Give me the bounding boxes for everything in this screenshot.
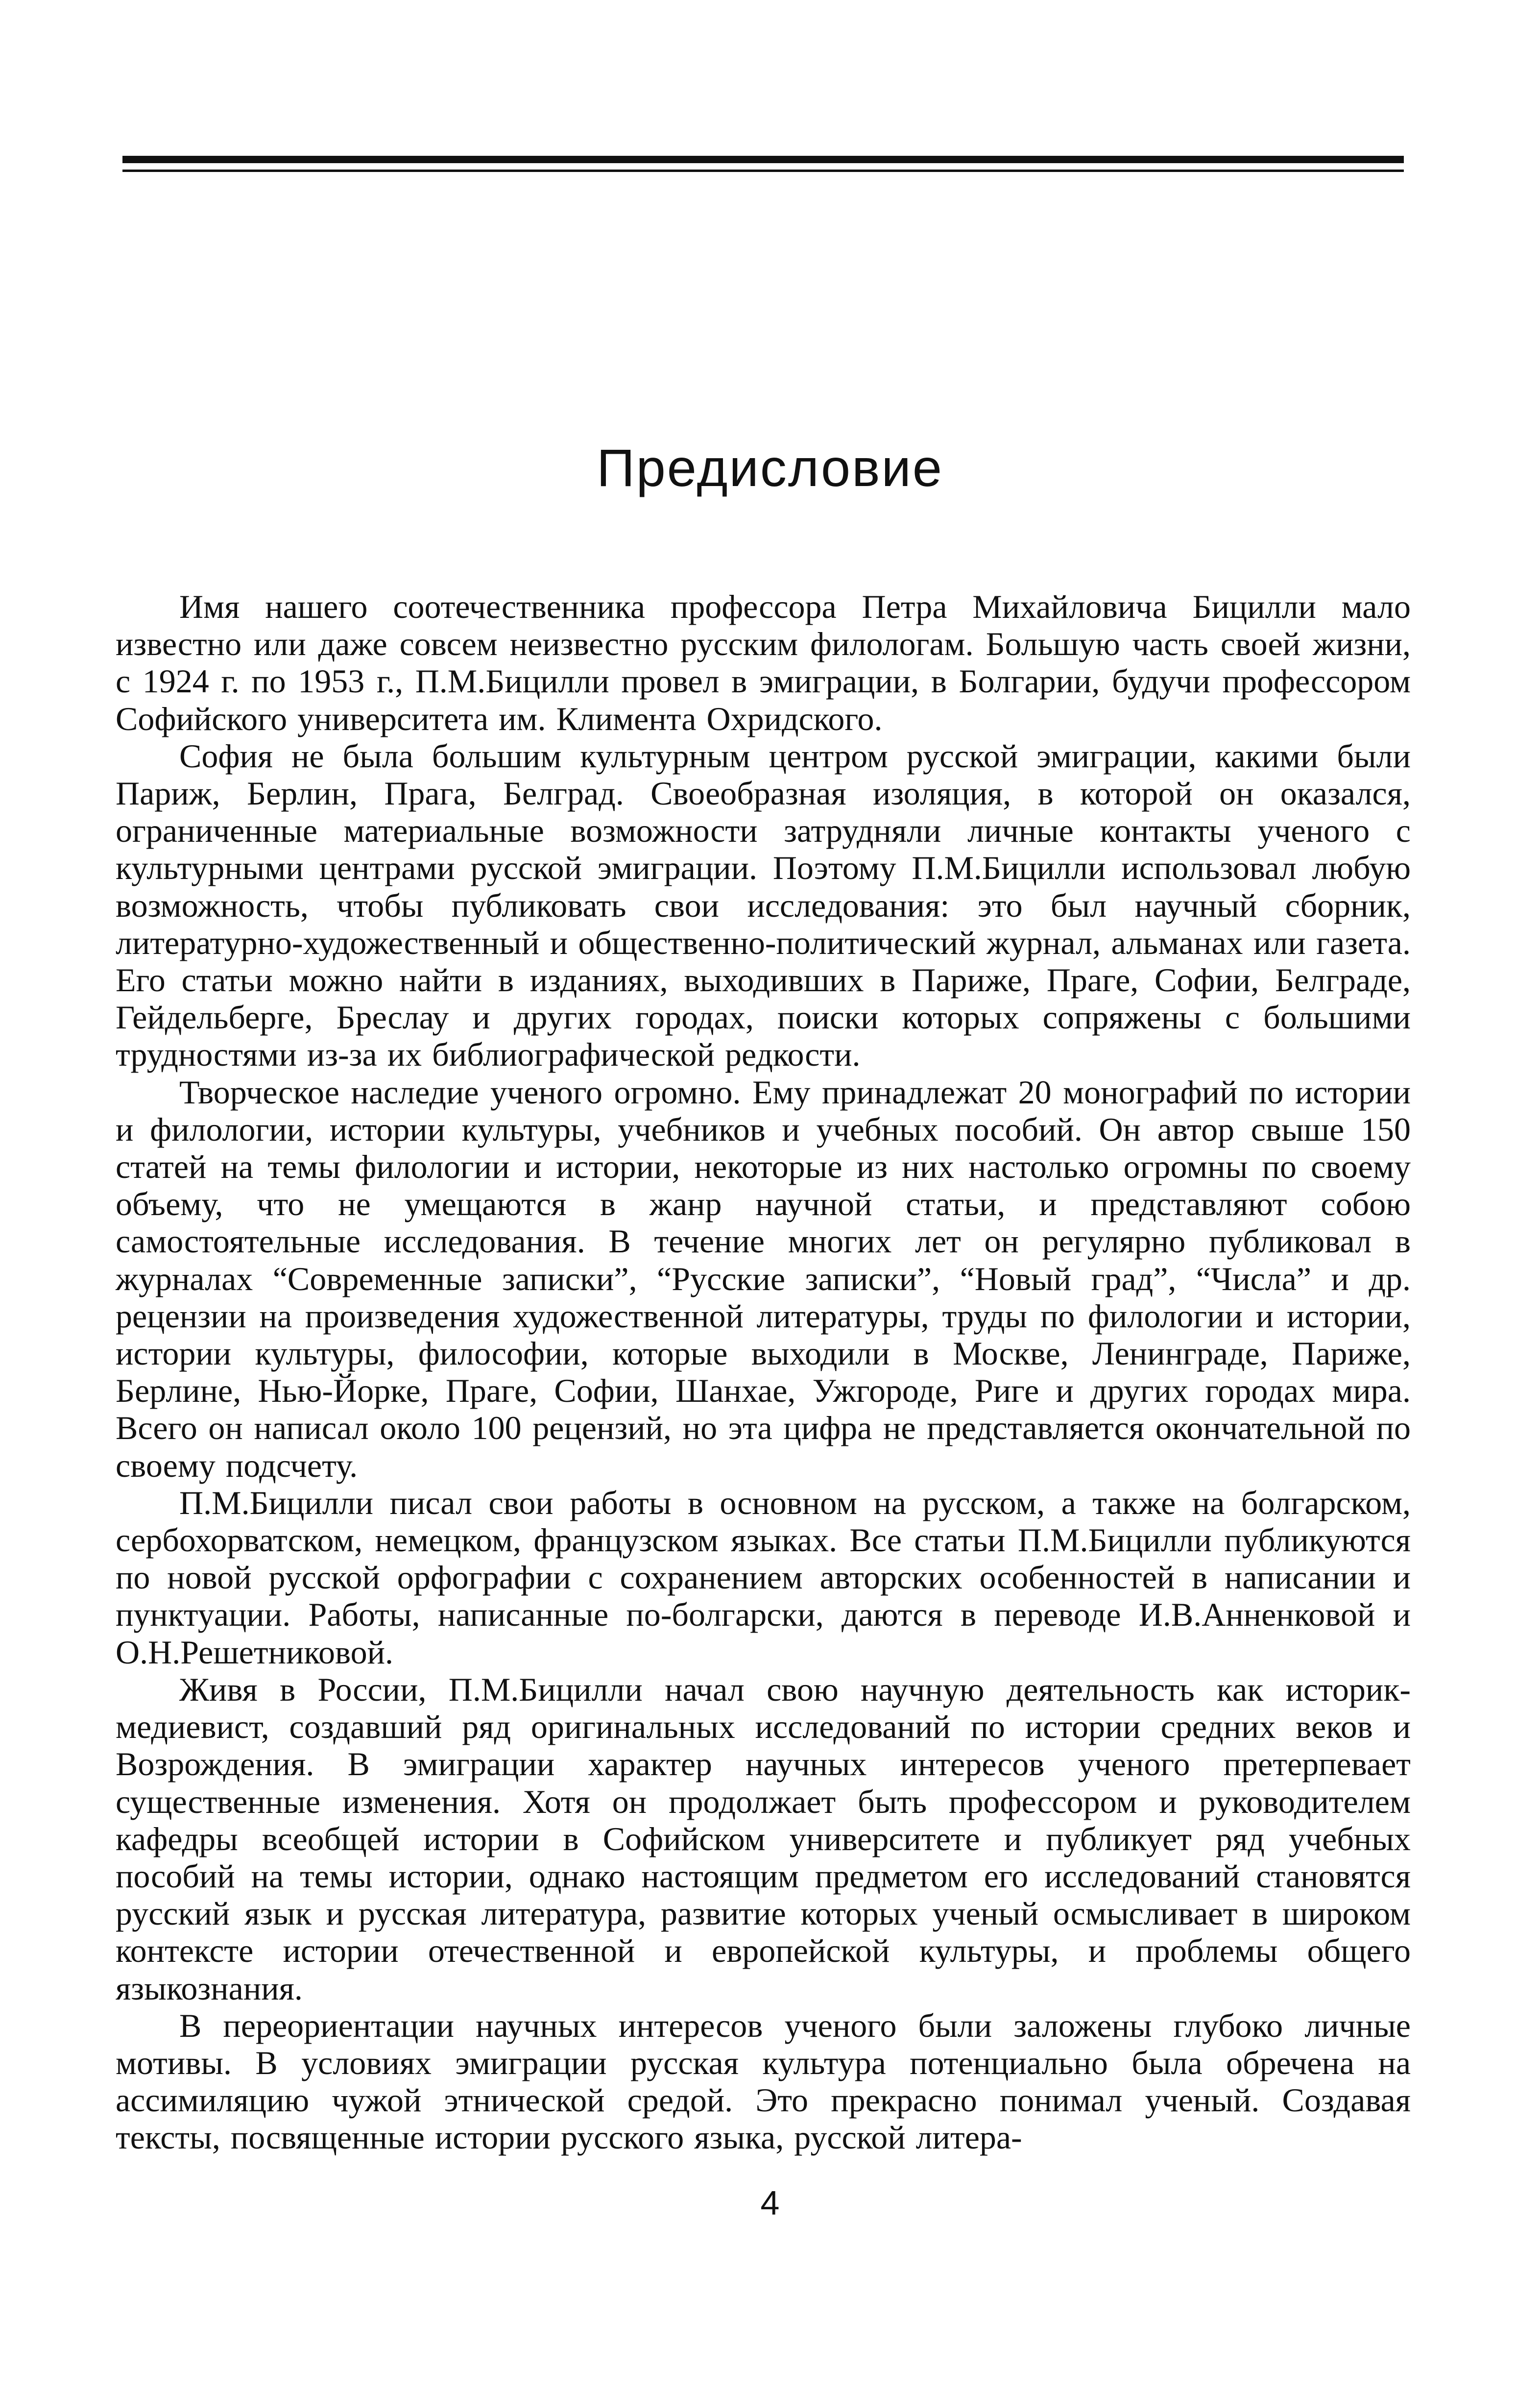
header-rule-thick	[122, 156, 1404, 163]
paragraph: Творческое наследие ученого огромно. Ему принадлежат 20 монографий по истории и филологии, истории культуры, учебников и учебных пособий. Он автор свыше 150 статей на темы филологии и истории, некоторые из них настолько огромны по своему объему, что не умещаются в жанр научной статьи, и представляют собою самостоятельные исследования. В течение многих лет он регулярно публиковал в журналах “Современные записки”, “Русские записки”, “Новый град”, “Числа” и др. рецензии на произведения художественной литературы, труды по филологии и истории, истории культуры, философии, которые выходили в Москве, Ленинграде, Париже, Берлине, Нью-Йорке, Праге, Софии, Шанхае, Ужгороде, Риге и других городах мира. Всего он написал около 100 рецензий, но эта цифра не представляется окончательной по своему подсчету.	[116, 1073, 1411, 1484]
paragraph: В переориентации научных интересов ученого были заложены глубоко личные мотивы. В условиях эмиграции русская культура потенциально была обречена на ассимиляцию чужой этнической средой. Это прекрасно понимал ученый. Создавая тексты, посвященные истории русского языка, русской литера-	[116, 2006, 1411, 2156]
paragraph: П.М.Бицилли писал свои работы в основном на русском, а также на болгарском, сербохорватском, немецком, французском языках. Все статьи П.М.Бицилли публикуются по новой русской орфографии с сохранением авторских особенностей в написании и пунктуации. Работы, написанные по-болгарски, даются в переводе И.В.Анненковой и О.Н.Решетниковой.	[116, 1484, 1411, 1671]
header-rule-thin	[122, 170, 1404, 172]
body-text	[116, 588, 1411, 2156]
page-number: 4	[760, 2184, 780, 2222]
paragraph: Живя в России, П.М.Бицилли начал свою научную деятельность как историк-медиевист, создавший ряд оригинальных исследований по истории средних веков и Возрождения. В эмиграции характер научных интересов ученого претерпевает существенные изменения. Хотя он продолжает быть профессором и руководителем кафедры всеобщей истории в Софийском университете и публикует ряд учебных пособий на темы истории, однако настоящим предметом его исследований становятся русский язык и русская литература, развитие которых ученый осмысливает в широком контексте истории отечественной и европейской культуры, и проблемы общего языкознания.	[116, 1670, 1411, 2007]
page-title: Предисловие	[597, 438, 943, 498]
paragraph: София не была большим культурным центром русской эмиграции, какими были Париж, Берлин, Прага, Белград. Своеобразная изоляция, в которой он оказался, ограниченные материальные возможности затрудняли личные контакты ученого с культурными центрами русской эмиграции. Поэтому П.М.Бицилли использовал любую возможность, чтобы публиковать свои исследования: это был научный сборник, литературно-художественный и общественно-политический журнал, альманах или газета. Его статьи можно найти в изданиях, выходивших в Париже, Праге, Софии, Белграде, Гейдельберге, Бреслау и других городах, поиски которых сопряжены с большими трудностями из-за их библиографической редкости.	[116, 737, 1411, 1074]
paragraph: Имя нашего соотечественника профессора Петра Михайловича Бицилли мало известно или даже совсем неизвестно русским филологам. Большую часть своей жизни, с 1924 г. по 1953 г., П.М.Бицилли провел в эмиграции, в Болгарии, будучи профессором Софийского университета им. Климента Охридского.	[116, 588, 1411, 737]
